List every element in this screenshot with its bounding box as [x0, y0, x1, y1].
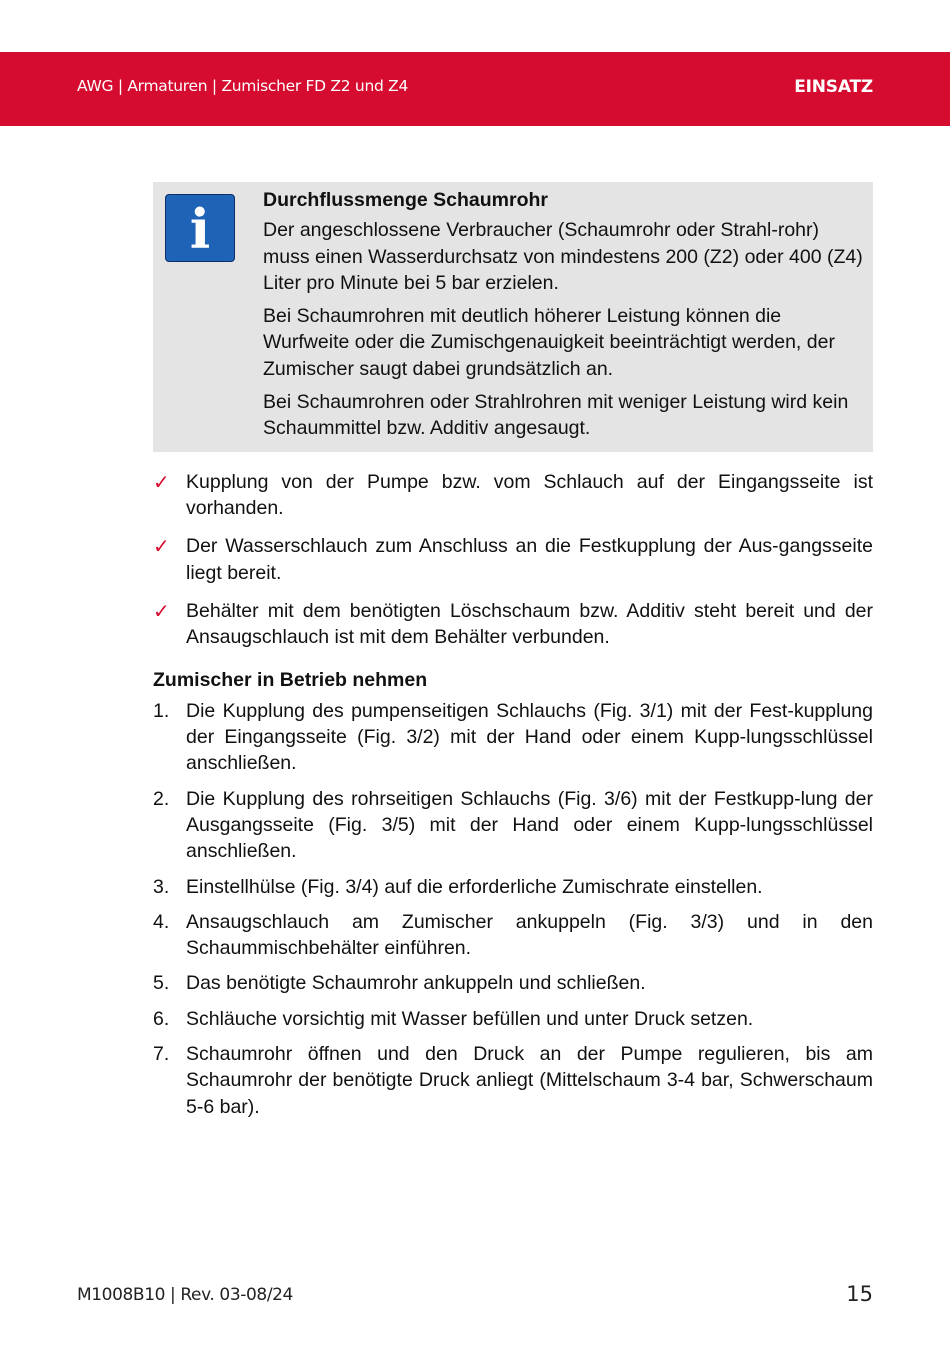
checklist-item-text: Kupplung von der Pumpe bzw. vom Schlauch auf der Eingangsseite ist vorhanden.	[186, 470, 873, 519]
step-text: Das benötigte Schaumrohr ankuppeln und schließen.	[186, 972, 646, 995]
step-text: Einstellhülse (Fig. 3/4) auf die erforderliche Zumischrate einstellen.	[186, 875, 763, 898]
step-number: 5.	[153, 972, 170, 995]
step-number: 1.	[153, 699, 170, 722]
checklist-item	[153, 598, 873, 651]
page-content	[153, 182, 873, 1129]
procedure-step	[153, 698, 873, 777]
step-text: Die Kupplung des pumpenseitigen Schlauchs (Fig. 3/1) mit der Fest-kupplung der Eingangsseite (Fig. 3/2) mit der Hand oder einem Kupp-lungsschlüssel anschließen.	[186, 699, 873, 775]
step-number: 6.	[153, 1007, 170, 1030]
step-text: Schaumrohr öffnen und den Druck an der Pumpe regulieren, bis am Schaumrohr der benötigte Druck anliegt (Mittelschaum 3-4 bar, Schwerschaum 5-6 bar).	[186, 1043, 873, 1118]
check-icon: ✓	[153, 598, 170, 623]
page-header	[0, 52, 950, 126]
procedure-step	[153, 909, 873, 962]
procedure-step	[153, 1041, 873, 1120]
page-number: 15	[846, 1282, 873, 1306]
step-number: 2.	[153, 787, 170, 810]
checklist-item-text: Der Wasserschlauch zum Anschluss an die Festkupplung der Aus-gangsseite liegt bereit.	[186, 535, 873, 584]
checklist-item	[153, 469, 873, 522]
info-paragraph: Der angeschlossene Verbraucher (Schaumrohr oder Strahl-rohr) muss einen Wasserdurchsatz von mindestens 200 (Z2) oder 400 (Z4) Liter pro Minute bei 5 bar erzielen.	[263, 219, 863, 294]
section-title: EINSATZ	[794, 77, 873, 97]
checklist-item	[153, 533, 873, 586]
info-paragraph: Bei Schaumrohren mit deutlich höherer Leistung können die Wurfweite oder die Zumischgenauigkeit beeinträchtigt werden, der Zumischer saugt dabei grundsätzlich an.	[263, 305, 835, 380]
procedure-step	[153, 970, 873, 996]
procedure-step	[153, 874, 873, 900]
document-reference: M1008B10 | Rev. 03-08/24	[77, 1285, 293, 1305]
info-box	[153, 182, 873, 452]
info-paragraph: Bei Schaumrohren oder Strahlrohren mit weniger Leistung wird kein Schaummittel bzw. Additiv angesaugt.	[263, 391, 849, 440]
check-icon: ✓	[153, 469, 170, 494]
info-icon: i	[165, 194, 235, 262]
check-icon: ✓	[153, 534, 170, 559]
step-number: 3.	[153, 875, 170, 898]
step-text: Die Kupplung des rohrseitigen Schlauchs (Fig. 3/6) mit der Festkupp-lung der Ausgangsseite (Fig. 3/5) mit der Hand oder einem Kupp-lungsschlüssel anschließen.	[186, 787, 873, 863]
procedure-heading: Zumischer in Betrieb nehmen	[153, 669, 428, 692]
breadcrumb: AWG | Armaturen | Zumischer FD Z2 und Z4	[77, 77, 409, 95]
info-box-title: Durchflussmenge Schaumrohr	[263, 189, 548, 211]
step-text: Ansaugschlauch am Zumischer ankuppeln (Fig. 3/3) und in den Schaummischbehälter einführen.	[186, 910, 873, 960]
procedure-step	[153, 786, 873, 865]
step-text: Schläuche vorsichtig mit Wasser befüllen und unter Druck setzen.	[186, 1007, 754, 1030]
step-number: 4.	[153, 910, 170, 933]
prerequisite-checklist	[153, 469, 873, 651]
procedure-step	[153, 1006, 873, 1032]
step-number: 7.	[153, 1043, 170, 1066]
checklist-item-text: Behälter mit dem benötigten Löschschaum bzw. Additiv steht bereit und der Ansaugschlauch ist mit dem Behälter verbunden.	[186, 599, 873, 649]
procedure-steps	[153, 698, 873, 1120]
